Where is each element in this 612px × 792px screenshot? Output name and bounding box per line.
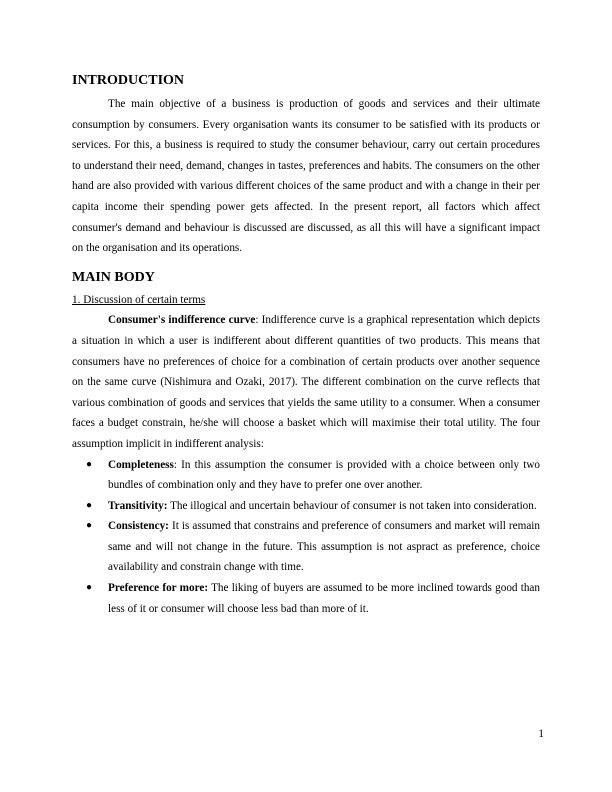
list-item-completeness (72, 455, 540, 496)
bullet-icon: ● (86, 499, 93, 511)
bullet-icon: ● (86, 458, 93, 470)
list-item-text: The illogical and uncertain behaviour of consumer is not taken into consideration. (167, 499, 537, 512)
section-subheading: 1. Discussion of certain terms (72, 293, 206, 306)
bullet-icon: ● (86, 582, 93, 594)
indifference-curve-text: : Indifference curve is a graphical representation which depicts a situation in which a user is indifferent about different quantities of two products. This means that consumers have no preferences of choice for a combination of certain products over another sequence on the same curve (Nishimura and Ozaki, 2017). The different combination on the curve reflects that various combination of goods and services that yields the same utility to a consumer. When a consumer faces a budget constrain, he/she will choose a basket which will maximise their total utility. The four assumption implicit in indifferent analysis: (72, 314, 540, 450)
list-item-text: The liking of buyers are assumed to be more inclined towards good than less of it or consumer will choose less bad than more of it. (108, 582, 540, 615)
list-item-term: Transitivity: (108, 499, 168, 512)
page-number: 1 (538, 728, 544, 740)
list-item-term: Completeness (108, 458, 174, 471)
list-item-preference-for-more (72, 578, 540, 619)
list-item-transitivity (72, 496, 540, 517)
main-body-heading: MAIN BODY (72, 269, 155, 285)
assumption-list (72, 455, 540, 620)
document-page (72, 72, 540, 619)
list-item-text: It is assumed that constrains and preference of consumers and market will remain same and will not change in the future. This assumption is not aspract as preference, choice availability and constrain change with time. (108, 520, 540, 574)
list-item-consistency (72, 516, 540, 578)
list-item-text: : In this assumption the consumer is provided with a choice between only two bundles of combination only and they have to prefer one over another. (108, 458, 540, 492)
introduction-heading: INTRODUCTION (72, 73, 185, 88)
bullet-icon: ● (86, 520, 93, 532)
list-item-term: Consistency: (108, 520, 169, 533)
indifference-curve-paragraph (72, 310, 540, 454)
introduction-paragraph: The main objective of a business is production of goods and services and their ultimate consumption by consumers. Every organisation wants its consumer to be satisfied with its products or services. For this, a business is required to study the consumer behaviour, carry out certain procedures to understand their need, demand, changes in tastes, preferences and habits. The consumers on the other hand are also provided with various different choices of the same product and with a change in their per capita income their spending power gets affected. In the present report, all factors which affect consumer's demand and behaviour is discussed are discussed, as all this will have a significant impact on the organisation and its operations. (72, 98, 540, 255)
list-item-term: Preference for more: (108, 582, 209, 595)
indifference-curve-term: Consumer's indifference curve (108, 314, 256, 327)
